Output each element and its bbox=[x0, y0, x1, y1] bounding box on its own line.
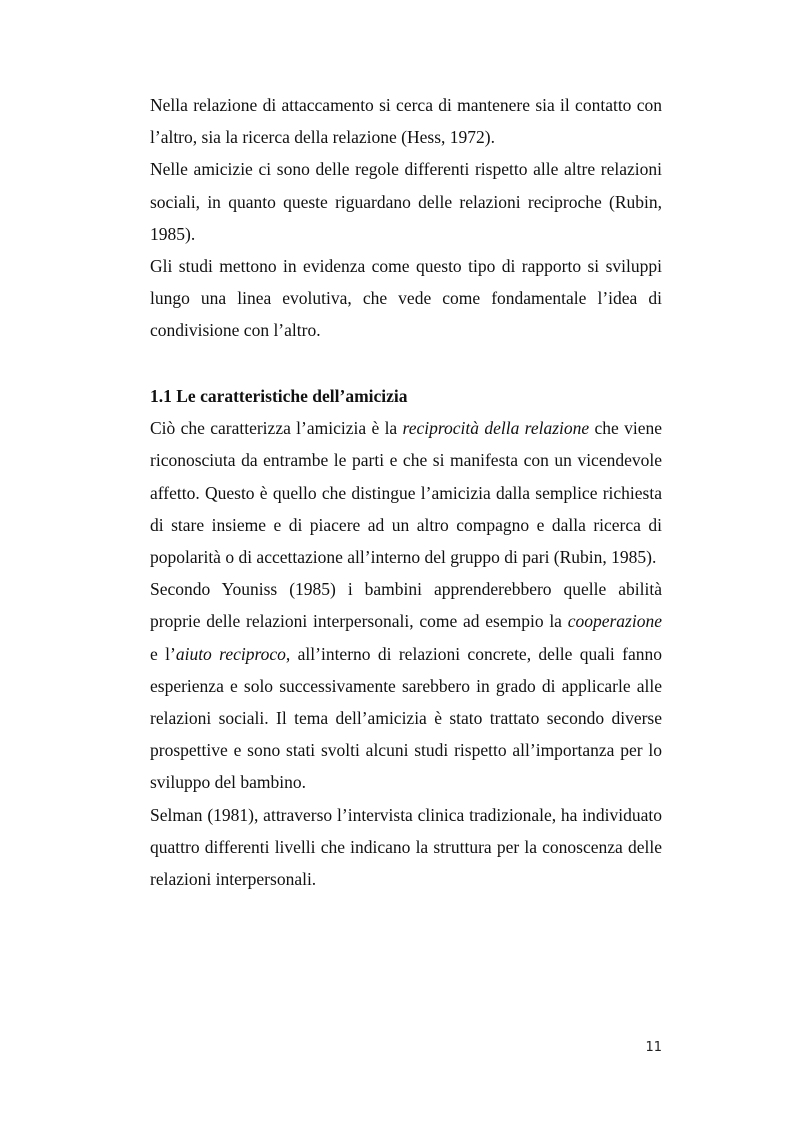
paragraph-youniss bbox=[150, 573, 662, 798]
emphasis-mutual-help: aiuto reciproco bbox=[175, 643, 286, 664]
intro-text bbox=[150, 89, 662, 347]
text-run: Ciò che caratterizza l’amicizia è la bbox=[150, 418, 403, 439]
paragraph-selman: Selman (1981), attraverso l’intervista clinica tradizionale, ha individuato quattro differenti livelli che indicano la struttura per la conoscenza delle relazioni interpersonali. bbox=[150, 804, 662, 890]
text-run: e l’ bbox=[150, 643, 176, 664]
paragraph-studies: Gli studi mettono in evidenza come questo tipo di rapporto si sviluppi lungo una linea evolutiva, che vede come fondamentale l’idea di condivisione con l’altro. bbox=[150, 256, 662, 341]
text-run: che viene riconosciuta da entrambe le parti e che si manifesta con un vicendevole affetto. Questo è quello che distingue l’amicizia dalla semplice richiesta di stare insieme e di piacere ad un altro compagno e dalla ricerca di popolarità o di accettazione all’interno del gruppo di pari (Rubin, 1985). bbox=[150, 418, 663, 568]
text-run: Secondo Youniss (1985) i bambini apprenderebbero quelle abilità proprie delle relazioni interpersonali, come ad esempio la bbox=[150, 579, 662, 632]
text-run: , all’interno di relazioni concrete, delle quali fanno esperienza e solo successivamente sarebbero in grado di applicarle alle relazioni sociali. Il tema dell’amicizia è stato trattato secondo diverse prospettive e sono stati svolti alcuni studi rispetto all’importanza per lo sviluppo del bambino. bbox=[150, 643, 662, 793]
paragraph-friendship-rules: Nelle amicizie ci sono delle regole differenti rispetto alle altre relazioni sociali, in quanto queste riguardano delle relazioni reciproche (Rubin, 1985). bbox=[150, 159, 662, 244]
emphasis-cooperation: cooperazione bbox=[567, 611, 662, 632]
paragraph-reciprocity bbox=[150, 412, 662, 573]
paragraph-attachment: Nella relazione di attaccamento si cerca di mantenere sia il contatto con l’altro, sia la ricerca della relazione (Hess, 1972). bbox=[150, 95, 662, 148]
page-number: 11 bbox=[645, 1040, 662, 1055]
section-characteristics bbox=[150, 380, 662, 895]
emphasis-reciprocity: reciprocità della relazione bbox=[402, 418, 590, 439]
section-heading: 1.1 Le caratteristiche dell’amicizia bbox=[150, 386, 408, 406]
